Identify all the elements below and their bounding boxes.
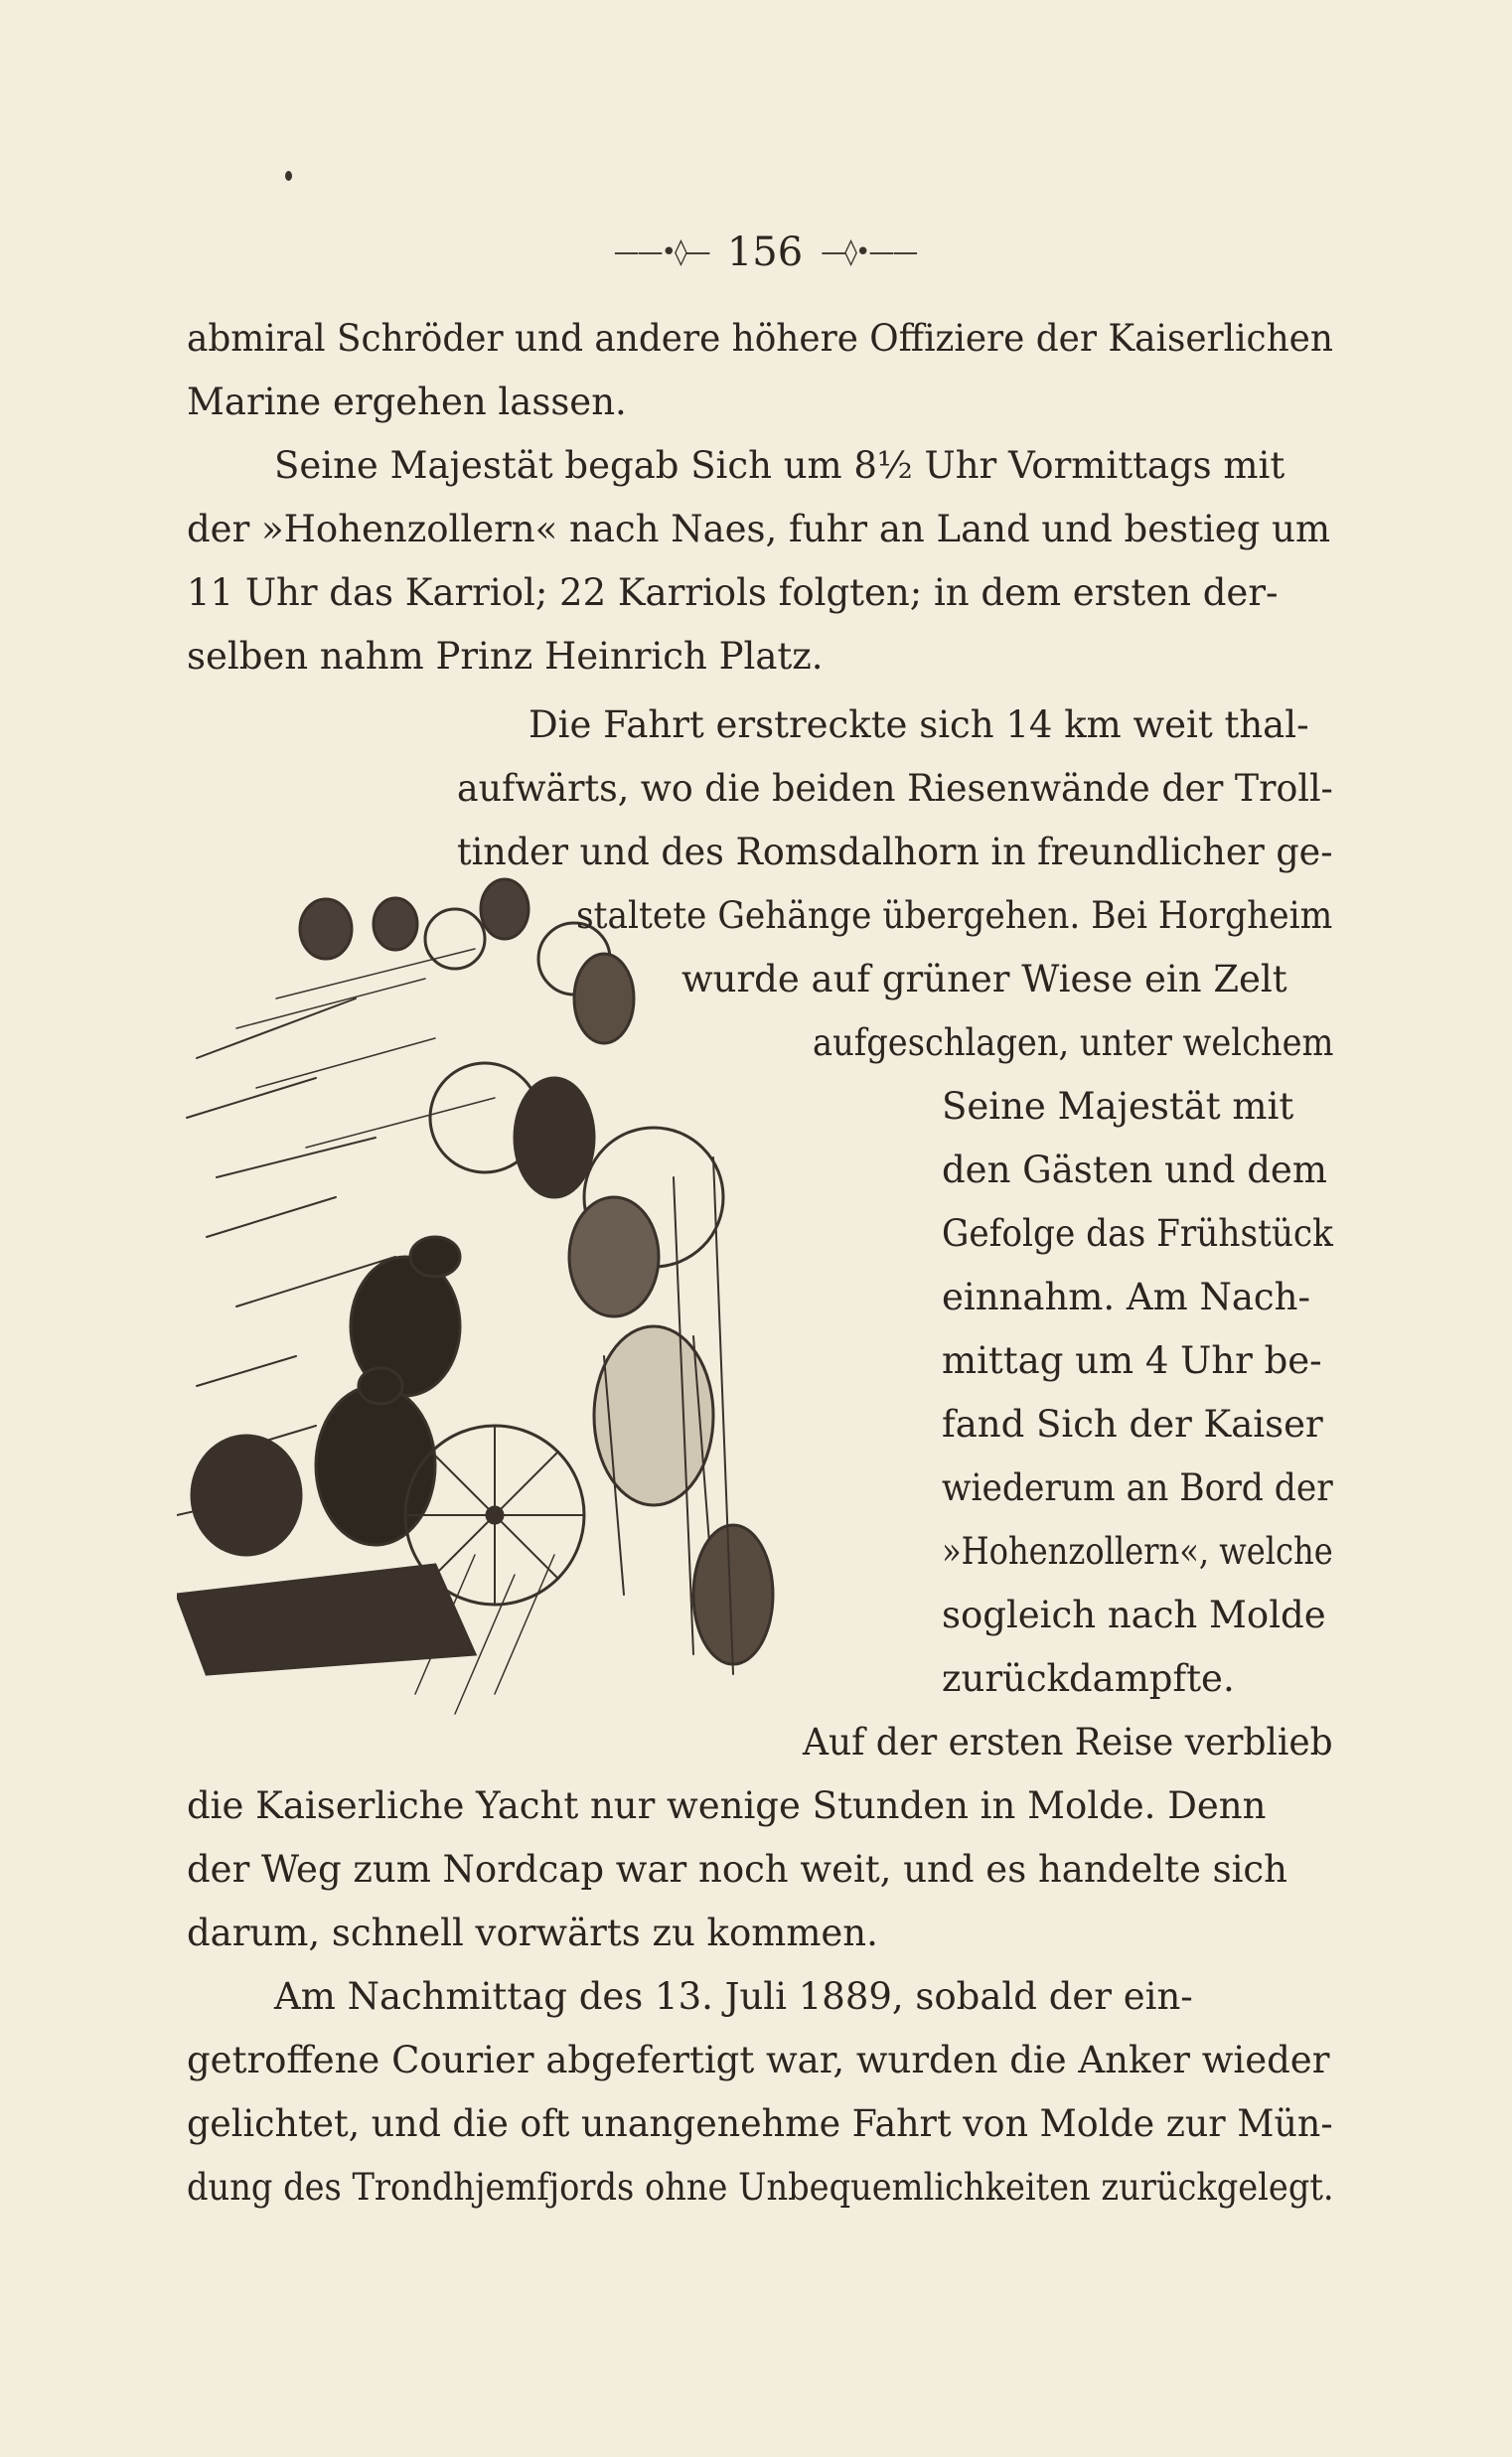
line-text: den Gästen und dem: [942, 1149, 1327, 1191]
text-line: [457, 830, 1333, 875]
text-line: [187, 507, 1333, 552]
text-line: [187, 2165, 1334, 2211]
line-text: Am Nachmittag des 13. Juli 1889, sobald der ein-: [274, 1975, 1193, 2018]
text-line: [187, 380, 627, 425]
text-line: [187, 570, 1333, 616]
text-line: [942, 1338, 1322, 1384]
text-line: [942, 1084, 1293, 1130]
text-line: [187, 316, 1333, 362]
text-line: [942, 1529, 1333, 1575]
page-header: [556, 223, 974, 282]
text-line: [942, 1148, 1327, 1193]
line-text: einnahm. Am Nach-: [942, 1276, 1310, 1318]
line-text: gelichtet, und die oft unangenehme Fahrt von Molde zur Mün-: [187, 2102, 1333, 2145]
line-text: 11 Uhr das Karriol; 22 Karriols folgten; in dem ersten der-: [187, 571, 1279, 614]
line-text: abmiral Schröder und andere höhere Offiziere der Kaiserlichen: [187, 317, 1333, 360]
line-text: Seine Majestät begab Sich um 8½ Uhr Vormittags mit: [274, 444, 1285, 487]
text-line: [803, 1720, 1333, 1766]
left-ornament: ——•◊—: [613, 237, 709, 267]
line-text: dung des Trondhjemfjords ohne Unbequemlichkeiten zurückgelegt.: [187, 2166, 1334, 2209]
line-text: wiederum an Bord der: [942, 1466, 1333, 1509]
line-text: der »Hohenzollern« nach Naes, fuhr an Land und bestieg um: [187, 508, 1331, 550]
line-text: die Kaiserliche Yacht nur wenige Stunden in Molde. Denn: [187, 1784, 1267, 1827]
line-text: Marine ergehen lassen.: [187, 381, 627, 423]
text-line: [942, 1465, 1333, 1511]
page-number: 156: [726, 230, 804, 275]
line-text: Seine Majestät mit: [942, 1085, 1294, 1128]
line-text: getroffene Courier abgefertigt war, wurden die Anker wieder: [187, 2039, 1330, 2081]
text-line: [187, 2038, 1329, 2083]
line-text: aufgeschlagen, unter welchem: [813, 1021, 1334, 1064]
text-line: [274, 443, 1333, 489]
line-text: tinder und des Romsdalhorn in freundlicher ge-: [457, 831, 1333, 873]
line-text: zurückdampfte.: [942, 1657, 1235, 1700]
line-text: Die Fahrt erstreckte sich 14 km weit thal-: [529, 703, 1309, 746]
text-line: [274, 1974, 1193, 2020]
line-text: sogleich nach Molde: [942, 1594, 1326, 1636]
text-line: [942, 1402, 1323, 1448]
text-line: [187, 634, 824, 680]
text-line: [529, 702, 1309, 748]
text-line: [681, 957, 1287, 1002]
text-line: [813, 1020, 1333, 1066]
line-text: wurde auf grüner Wiese ein Zelt: [681, 958, 1287, 1000]
line-text: »Hohenzollern«, welche: [942, 1530, 1333, 1573]
text-line: [576, 893, 1332, 939]
line-text: fand Sich der Kaiser: [942, 1403, 1323, 1446]
line-text: selben nahm Prinz Heinrich Platz.: [187, 635, 824, 678]
right-ornament: —◊•——: [821, 237, 917, 267]
text-line: [942, 1275, 1310, 1320]
text-line: [187, 1911, 878, 1956]
line-text: darum, schnell vorwärts zu kommen.: [187, 1912, 878, 1954]
line-text: Gefolge das Frühstück: [942, 1212, 1333, 1255]
text-line: [942, 1211, 1333, 1257]
text-line: [942, 1656, 1235, 1702]
line-text: der Weg zum Nordcap war noch weit, und es handelte sich: [187, 1848, 1287, 1891]
text-line: [187, 2101, 1333, 2147]
text-line: [187, 1783, 1266, 1829]
line-text: staltete Gehänge übergehen. Bei Horgheim: [576, 894, 1333, 937]
text-line: [187, 1847, 1287, 1893]
text-line: [457, 766, 1333, 812]
line-text: mittag um 4 Uhr be-: [942, 1339, 1322, 1382]
ink-speck: [285, 171, 292, 181]
text-line: [942, 1593, 1326, 1638]
line-text: aufwärts, wo die beiden Riesenwände der Troll-: [457, 767, 1333, 810]
line-text: Auf der ersten Reise verblieb: [803, 1721, 1333, 1764]
